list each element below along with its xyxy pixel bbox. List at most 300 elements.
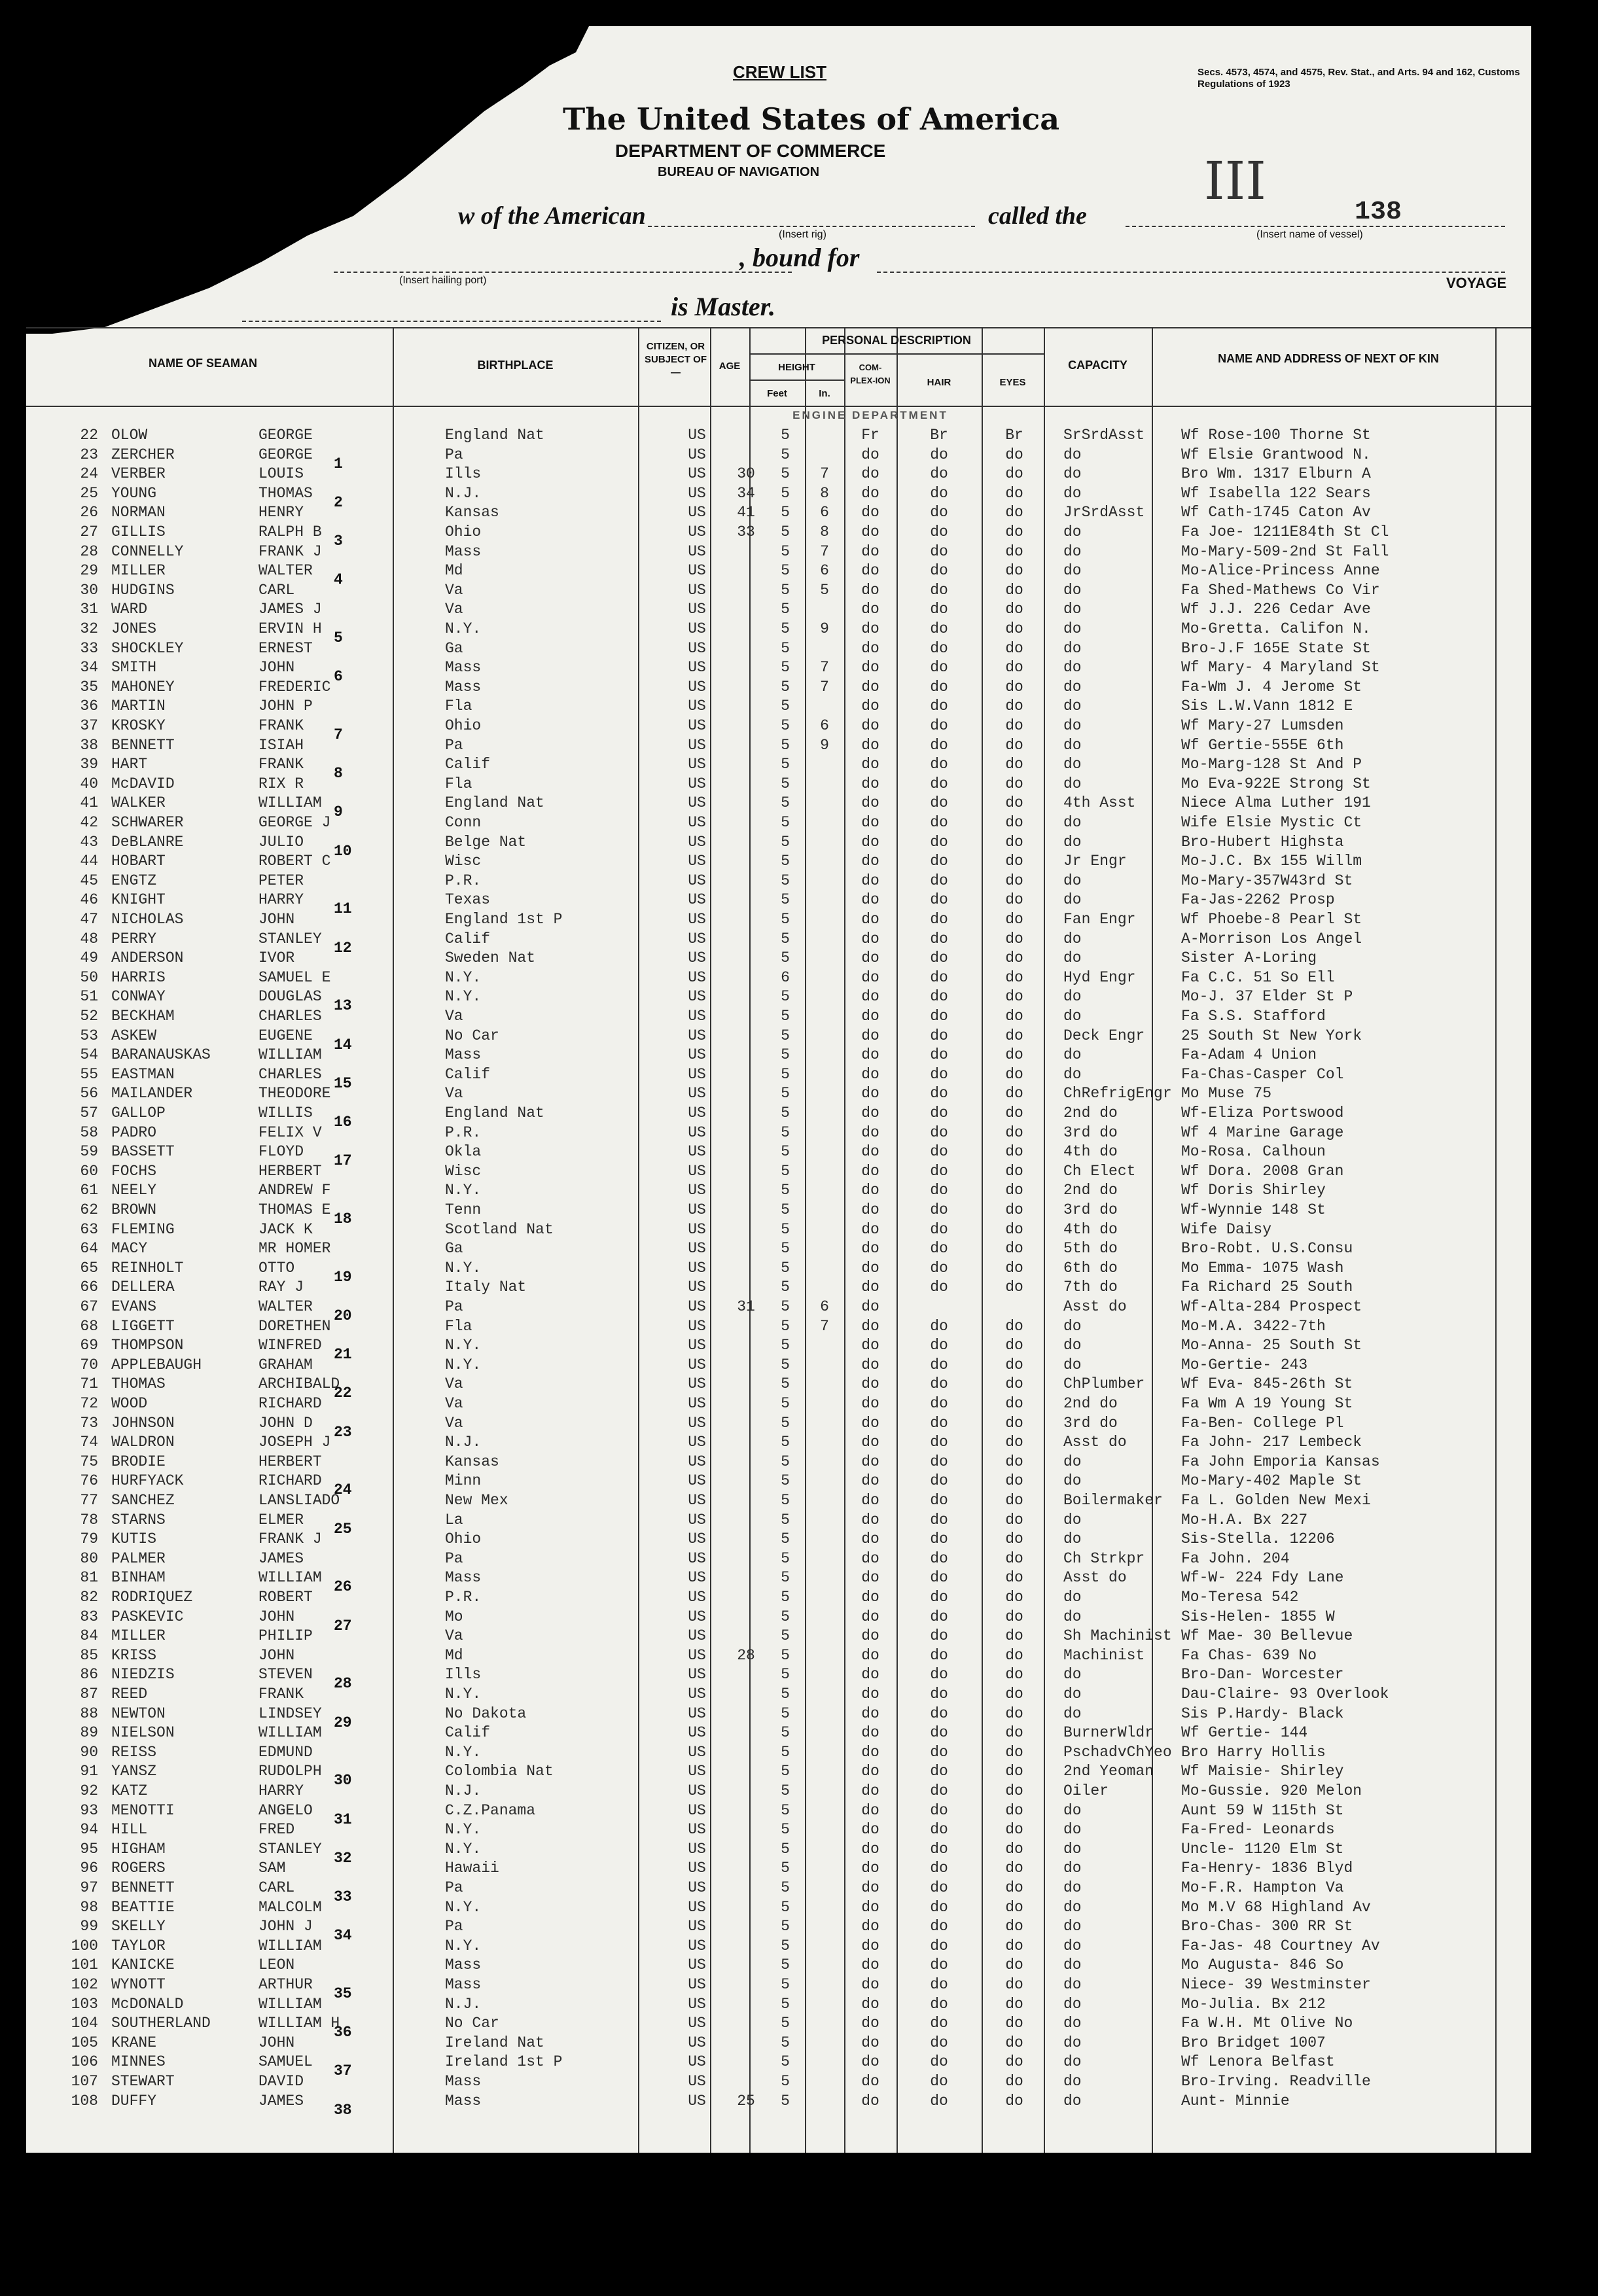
cell-n: 52 (80, 1008, 98, 1025)
cell-last: TAYLOR (111, 1937, 166, 1954)
cell-comp: do (861, 1686, 879, 1703)
cell-ft: 5 (781, 1298, 790, 1315)
table-row (26, 1879, 1531, 1905)
table-row (26, 1511, 1531, 1538)
cell-ft: 5 (781, 523, 790, 540)
cell-last: YANSZ (111, 1763, 157, 1780)
cell-first: RICHARD (258, 1472, 322, 1490)
cell-cit: US (688, 1743, 706, 1761)
cell-last: PADRO (111, 1123, 157, 1141)
hailing-note: (Insert hailing port) (399, 275, 487, 286)
cell-cit: US (688, 1375, 706, 1393)
cell-idx: 3 (334, 533, 343, 550)
cell-ft: 5 (781, 1956, 790, 1974)
cell-hair: do (930, 1104, 948, 1122)
cell-comp: do (861, 1589, 879, 1606)
cell-first: DOUGLAS (258, 988, 322, 1006)
section-label: ENGINE DEPARTMENT (792, 409, 948, 421)
cell-last: ANDERSON (111, 949, 184, 967)
cell-cap: PschadvChYeo (1063, 1743, 1172, 1761)
cell-birth: N.J. (445, 1434, 482, 1451)
cell-comp: do (861, 930, 879, 947)
cell-ft: 5 (781, 1686, 790, 1703)
cell-kin: Mo-Mary-357W43rd St (1181, 872, 1353, 889)
cell-comp: do (861, 1724, 879, 1742)
cell-comp: do (861, 1549, 879, 1567)
table-row (26, 1337, 1531, 1364)
cell-birth: Mass (445, 1956, 482, 1974)
table-row (26, 1744, 1531, 1763)
cell-cit: US (688, 1123, 706, 1141)
cell-birth: Pa (445, 1918, 463, 1935)
cell-last: GILLIS (111, 523, 166, 540)
cell-comp: do (861, 949, 879, 967)
cell-ft: 5 (781, 1879, 790, 1896)
cell-n: 69 (80, 1337, 98, 1354)
cell-hair: do (930, 1492, 948, 1509)
table-row (26, 679, 1531, 698)
cell-comp: do (861, 1569, 879, 1587)
cell-eyes: do (1005, 736, 1023, 754)
table-row (26, 698, 1531, 717)
cell-eyes: do (1005, 1143, 1023, 1161)
cell-hair: do (930, 1569, 948, 1587)
cell-ft: 5 (781, 484, 790, 502)
cell-kin: Mo-Mary-402 Maple St (1181, 1472, 1362, 1490)
cell-ft: 5 (781, 1472, 790, 1490)
cell-cit: US (688, 2034, 706, 2051)
master-label: is Master. (671, 292, 776, 321)
cell-cit: US (688, 1530, 706, 1548)
cell-last: PALMER (111, 1549, 166, 1567)
cell-hair: do (930, 465, 948, 483)
cell-birth: Scotland Nat (445, 1220, 554, 1238)
cell-ft: 5 (781, 756, 790, 773)
cell-kin: 25 South St New York (1181, 1027, 1362, 1044)
cell-comp: do (861, 659, 879, 677)
cell-hair: do (930, 1860, 948, 1877)
cell-last: JOHNSON (111, 1414, 175, 1432)
cell-ft: 5 (781, 678, 790, 696)
cell-last: CONNELLY (111, 542, 184, 560)
cell-cit: US (688, 2073, 706, 2090)
table-row (26, 1008, 1531, 1027)
cell-kin: Mo-Gussie. 920 Melon (1181, 1782, 1362, 1799)
cell-birth: N.Y. (445, 1182, 482, 1199)
rig-line (648, 226, 975, 227)
cell-eyes: do (1005, 504, 1023, 521)
table-row (26, 1027, 1531, 1053)
cell-birth: England Nat (445, 1104, 544, 1122)
cell-birth: Tenn (445, 1201, 482, 1218)
cell-last: NEWTON (111, 1704, 166, 1722)
cell-cap: Machinist (1063, 1646, 1145, 1664)
col-eyes: EYES (999, 377, 1026, 388)
cell-eyes: do (1005, 1918, 1023, 1935)
cell-kin: Wf Mae- 30 Bellevue (1181, 1627, 1353, 1645)
cell-last: HILL (111, 1821, 148, 1839)
cell-eyes: do (1005, 1646, 1023, 1664)
cell-eyes: do (1005, 988, 1023, 1006)
cell-cap: do (1063, 1821, 1082, 1839)
cell-n: 63 (80, 1220, 98, 1238)
cell-last: BINHAM (111, 1569, 166, 1587)
cell-n: 67 (80, 1298, 98, 1315)
cell-idx: 33 (334, 1888, 352, 1905)
cell-cit: US (688, 2092, 706, 2110)
cell-hair: do (930, 1898, 948, 1916)
cell-in: 7 (820, 465, 829, 483)
cell-kin: Wf-W- 224 Fdy Lane (1181, 1569, 1344, 1587)
cell-n: 98 (80, 1898, 98, 1916)
cell-kin: Mo-H.A. Bx 227 (1181, 1511, 1308, 1528)
cell-cit: US (688, 1569, 706, 1587)
col-hair: HAIR (927, 377, 951, 388)
cell-ft: 5 (781, 717, 790, 734)
cell-first: JOSEPH J (258, 1434, 331, 1451)
cell-eyes: do (1005, 1220, 1023, 1238)
cell-first: JAMES (258, 2092, 304, 2110)
cell-cap: 3rd do (1063, 1414, 1118, 1432)
cell-cit: US (688, 562, 706, 580)
cell-hair: do (930, 2015, 948, 2032)
cell-birth: No Car (445, 1027, 499, 1044)
cell-comp: do (861, 1414, 879, 1432)
cell-cap: do (1063, 581, 1082, 599)
cell-last: BARANAUSKAS (111, 1046, 211, 1064)
cell-first: CARL (258, 581, 295, 599)
cell-first: WILLIAM (258, 1995, 322, 2013)
cell-birth: N.J. (445, 1995, 482, 2013)
cell-comp: do (861, 1472, 879, 1490)
cell-last: SMITH (111, 659, 157, 677)
cell-cap: do (1063, 465, 1082, 483)
table-row (26, 620, 1531, 646)
cell-idx: 20 (334, 1307, 352, 1324)
cell-eyes: do (1005, 639, 1023, 657)
bound-for-label: , bound for (739, 243, 860, 272)
cell-last: BROWN (111, 1201, 157, 1218)
cell-birth: Calif (445, 930, 491, 947)
cell-comp: do (861, 678, 879, 696)
table-row (26, 1221, 1531, 1241)
cell-first: DAVID (258, 2073, 304, 2090)
cell-hair: do (930, 1589, 948, 1606)
cell-cit: US (688, 968, 706, 986)
cell-comp: do (861, 756, 879, 773)
cell-birth: Va (445, 601, 463, 618)
crew-table (26, 327, 1531, 2153)
cell-kin: Wf J.J. 226 Cedar Ave (1181, 601, 1371, 618)
cell-n: 88 (80, 1704, 98, 1722)
cell-first: GRAHAM (258, 1356, 313, 1373)
cell-cit: US (688, 1395, 706, 1412)
cell-eyes: do (1005, 1027, 1023, 1044)
cell-comp: do (861, 1860, 879, 1877)
cell-idx: 19 (334, 1268, 352, 1286)
cell-birth: Pa (445, 736, 463, 754)
cell-n: 86 (80, 1666, 98, 1684)
cell-cit: US (688, 504, 706, 521)
cell-last: WARD (111, 601, 148, 618)
cell-hair: do (930, 736, 948, 754)
cell-n: 102 (71, 1976, 98, 1993)
cell-hair: do (930, 1375, 948, 1393)
cell-hair: do (930, 1782, 948, 1799)
cell-ft: 5 (781, 1743, 790, 1761)
cell-cap: do (1063, 601, 1082, 618)
cell-comp: do (861, 1782, 879, 1799)
cell-cit: US (688, 736, 706, 754)
cell-n: 68 (80, 1317, 98, 1335)
cell-kin: Fa John Emporia Kansas (1181, 1453, 1380, 1470)
cell-cap: do (1063, 1530, 1082, 1548)
cell-hair: do (930, 1666, 948, 1684)
cell-cap: do (1063, 1008, 1082, 1025)
cell-cit: US (688, 446, 706, 463)
cell-first: ERVIN H (258, 620, 322, 637)
cell-cap: Fan Engr (1063, 911, 1136, 928)
cell-first: SAM (258, 1860, 286, 1877)
cell-ft: 5 (781, 1763, 790, 1780)
cell-comp: do (861, 1259, 879, 1277)
cell-first: ISIAH (258, 736, 304, 754)
cell-cit: US (688, 1065, 706, 1083)
cell-kin: Fa-Adam 4 Union (1181, 1046, 1317, 1064)
cell-last: MENOTTI (111, 1801, 175, 1819)
form-title: CREW LIST (733, 62, 826, 82)
cell-cap: 4th Asst (1063, 794, 1136, 812)
cell-n: 94 (80, 1821, 98, 1839)
cell-first: THOMAS (258, 484, 313, 502)
cell-ft: 6 (781, 968, 790, 986)
cell-cit: US (688, 1298, 706, 1315)
cell-ft: 5 (781, 542, 790, 560)
cell-birth: Ills (445, 1666, 482, 1684)
cell-cap: Hyd Engr (1063, 968, 1136, 986)
cell-hair: do (930, 1395, 948, 1412)
cell-age: 33 (737, 523, 755, 540)
cell-first: JOHN (258, 1646, 295, 1664)
cell-cap: do (1063, 2053, 1082, 2071)
cell-last: McDAVID (111, 775, 175, 792)
cell-birth: N.Y. (445, 1840, 482, 1858)
cell-idx: 22 (334, 1385, 352, 1402)
cell-first: WILLIAM (258, 1937, 322, 1954)
cell-eyes: do (1005, 1453, 1023, 1470)
cell-kin: Bro-J.F 165E State St (1181, 639, 1371, 657)
cell-comp: do (861, 1240, 879, 1258)
cell-comp: do (861, 1918, 879, 1935)
table-row (26, 1763, 1531, 1790)
cell-kin: Mo-F.R. Hampton Va (1181, 1879, 1344, 1896)
cell-last: WALKER (111, 794, 166, 812)
cell-last: ROGERS (111, 1860, 166, 1877)
cell-birth: N.Y. (445, 1821, 482, 1839)
cell-first: IVOR (258, 949, 295, 967)
cell-age: 34 (737, 484, 755, 502)
cell-n: 32 (80, 620, 98, 637)
cell-cit: US (688, 601, 706, 618)
cell-cit: US (688, 1046, 706, 1064)
cell-eyes: do (1005, 794, 1023, 812)
cell-n: 66 (80, 1279, 98, 1296)
cell-last: SHOCKLEY (111, 639, 184, 657)
cell-kin: Wf Dora. 2008 Gran (1181, 1162, 1344, 1180)
cell-first: WALTER (258, 562, 313, 580)
cell-n: 60 (80, 1162, 98, 1180)
cell-first: LOUIS (258, 465, 304, 483)
cell-last: FLEMING (111, 1220, 175, 1238)
cell-idx: 25 (334, 1520, 352, 1538)
cell-kin: Fa John- 217 Lembeck (1181, 1434, 1362, 1451)
cell-ft: 5 (781, 1646, 790, 1664)
cell-first: FELIX V (258, 1123, 322, 1141)
cell-cit: US (688, 930, 706, 947)
cell-birth: England Nat (445, 794, 544, 812)
cell-hair: do (930, 1085, 948, 1103)
cell-eyes: do (1005, 1375, 1023, 1393)
table-row (26, 1259, 1531, 1286)
cell-comp: do (861, 1162, 879, 1180)
cell-cap: ChRefrigEngr (1063, 1085, 1172, 1103)
cell-n: 22 (80, 427, 98, 444)
cell-comp: do (861, 1356, 879, 1373)
cell-eyes: do (1005, 1123, 1023, 1141)
cell-n: 49 (80, 949, 98, 967)
cell-n: 42 (80, 814, 98, 831)
cell-idx: 4 (334, 571, 343, 589)
cell-idx: 11 (334, 900, 352, 918)
cell-idx: 13 (334, 997, 352, 1015)
cell-cap: do (1063, 1511, 1082, 1528)
cell-last: WOOD (111, 1395, 148, 1412)
cell-first: STANLEY (258, 1840, 322, 1858)
cell-kin: Mo-Gertie- 243 (1181, 1356, 1308, 1373)
cell-comp: do (861, 1840, 879, 1858)
table-row (26, 1976, 1531, 2002)
cell-last: KATZ (111, 1782, 148, 1799)
cell-n: 59 (80, 1143, 98, 1161)
cell-n: 64 (80, 1240, 98, 1258)
cell-last: DUFFY (111, 2092, 157, 2110)
cell-idx: 21 (334, 1346, 352, 1364)
cell-last: WALDRON (111, 1434, 175, 1451)
cell-idx: 29 (334, 1714, 352, 1731)
cell-kin: Fa-Jas- 48 Courtney Av (1181, 1937, 1380, 1954)
table-row (26, 1937, 1531, 1957)
cell-last: HUDGINS (111, 581, 175, 599)
cell-comp: do (861, 1395, 879, 1412)
cell-first: ARCHIBALD (258, 1375, 340, 1393)
table-row (26, 1608, 1531, 1634)
cell-hair: do (930, 1511, 948, 1528)
cell-n: 56 (80, 1085, 98, 1103)
cell-n: 97 (80, 1879, 98, 1896)
cell-eyes: do (1005, 659, 1023, 677)
cell-n: 39 (80, 756, 98, 773)
cell-cap: do (1063, 814, 1082, 831)
cell-comp: do (861, 1046, 879, 1064)
cell-first: RIX R (258, 775, 304, 792)
cell-hair: do (930, 1956, 948, 1974)
cell-birth: No Dakota (445, 1704, 527, 1722)
cell-birth: Pa (445, 1549, 463, 1567)
cell-birth: N.Y. (445, 1937, 482, 1954)
cell-cap: Boilermaker (1063, 1492, 1163, 1509)
cell-cit: US (688, 1414, 706, 1432)
cell-hair: do (930, 639, 948, 657)
cell-eyes: do (1005, 1317, 1023, 1335)
cell-comp: do (861, 1530, 879, 1548)
cell-eyes: do (1005, 1492, 1023, 1509)
cell-cit: US (688, 1511, 706, 1528)
cell-first: WILLIAM (258, 1724, 322, 1742)
cell-comp: do (861, 1434, 879, 1451)
table-row (26, 1182, 1531, 1201)
cell-first: JAMES J (258, 601, 322, 618)
cell-n: 30 (80, 581, 98, 599)
cell-birth: Mo (445, 1608, 463, 1625)
cell-cap: 4th do (1063, 1143, 1118, 1161)
cell-hair: do (930, 1220, 948, 1238)
cell-n: 27 (80, 523, 98, 540)
cell-cap: 6th do (1063, 1259, 1118, 1277)
table-row (26, 1801, 1531, 1828)
cell-kin: Fa C.C. 51 So Ell (1181, 968, 1335, 986)
cell-last: KROSKY (111, 717, 166, 734)
cell-cit: US (688, 523, 706, 540)
cell-first: FRED (258, 1821, 295, 1839)
cell-birth: Pa (445, 1298, 463, 1315)
cell-birth: N.Y. (445, 1259, 482, 1277)
cell-birth: Mass (445, 2092, 482, 2110)
cell-cap: do (1063, 659, 1082, 677)
cell-comp: do (861, 465, 879, 483)
cell-first: ERNEST (258, 639, 313, 657)
cell-first: FRANK (258, 1686, 304, 1703)
cell-cit: US (688, 1472, 706, 1490)
cell-ft: 5 (781, 1259, 790, 1277)
cell-cap: do (1063, 2073, 1082, 2090)
cell-idx: 2 (334, 493, 343, 511)
cell-birth: No Car (445, 2015, 499, 2032)
cell-first: CHARLES (258, 1008, 322, 1025)
table-row (26, 1414, 1531, 1441)
cell-n: 57 (80, 1104, 98, 1122)
cell-eyes: do (1005, 1008, 1023, 1025)
cell-first: MALCOLM (258, 1898, 322, 1916)
cell-n: 44 (80, 853, 98, 870)
cell-comp: do (861, 484, 879, 502)
cell-eyes: do (1005, 1608, 1023, 1625)
cell-eyes: do (1005, 620, 1023, 637)
cell-hair: do (930, 1918, 948, 1935)
cell-last: CONWAY (111, 988, 166, 1006)
cell-last: BENNETT (111, 1879, 175, 1896)
cell-comp: do (861, 1317, 879, 1335)
cell-birth: Va (445, 1395, 463, 1412)
cell-n: 26 (80, 504, 98, 521)
cell-birth: Mass (445, 2073, 482, 2090)
cell-n: 77 (80, 1492, 98, 1509)
cell-eyes: do (1005, 1240, 1023, 1258)
table-row (26, 484, 1531, 511)
cell-birth: Md (445, 1646, 463, 1664)
cell-eyes: do (1005, 1201, 1023, 1218)
cell-hair: do (930, 1686, 948, 1703)
cell-n: 23 (80, 446, 98, 463)
